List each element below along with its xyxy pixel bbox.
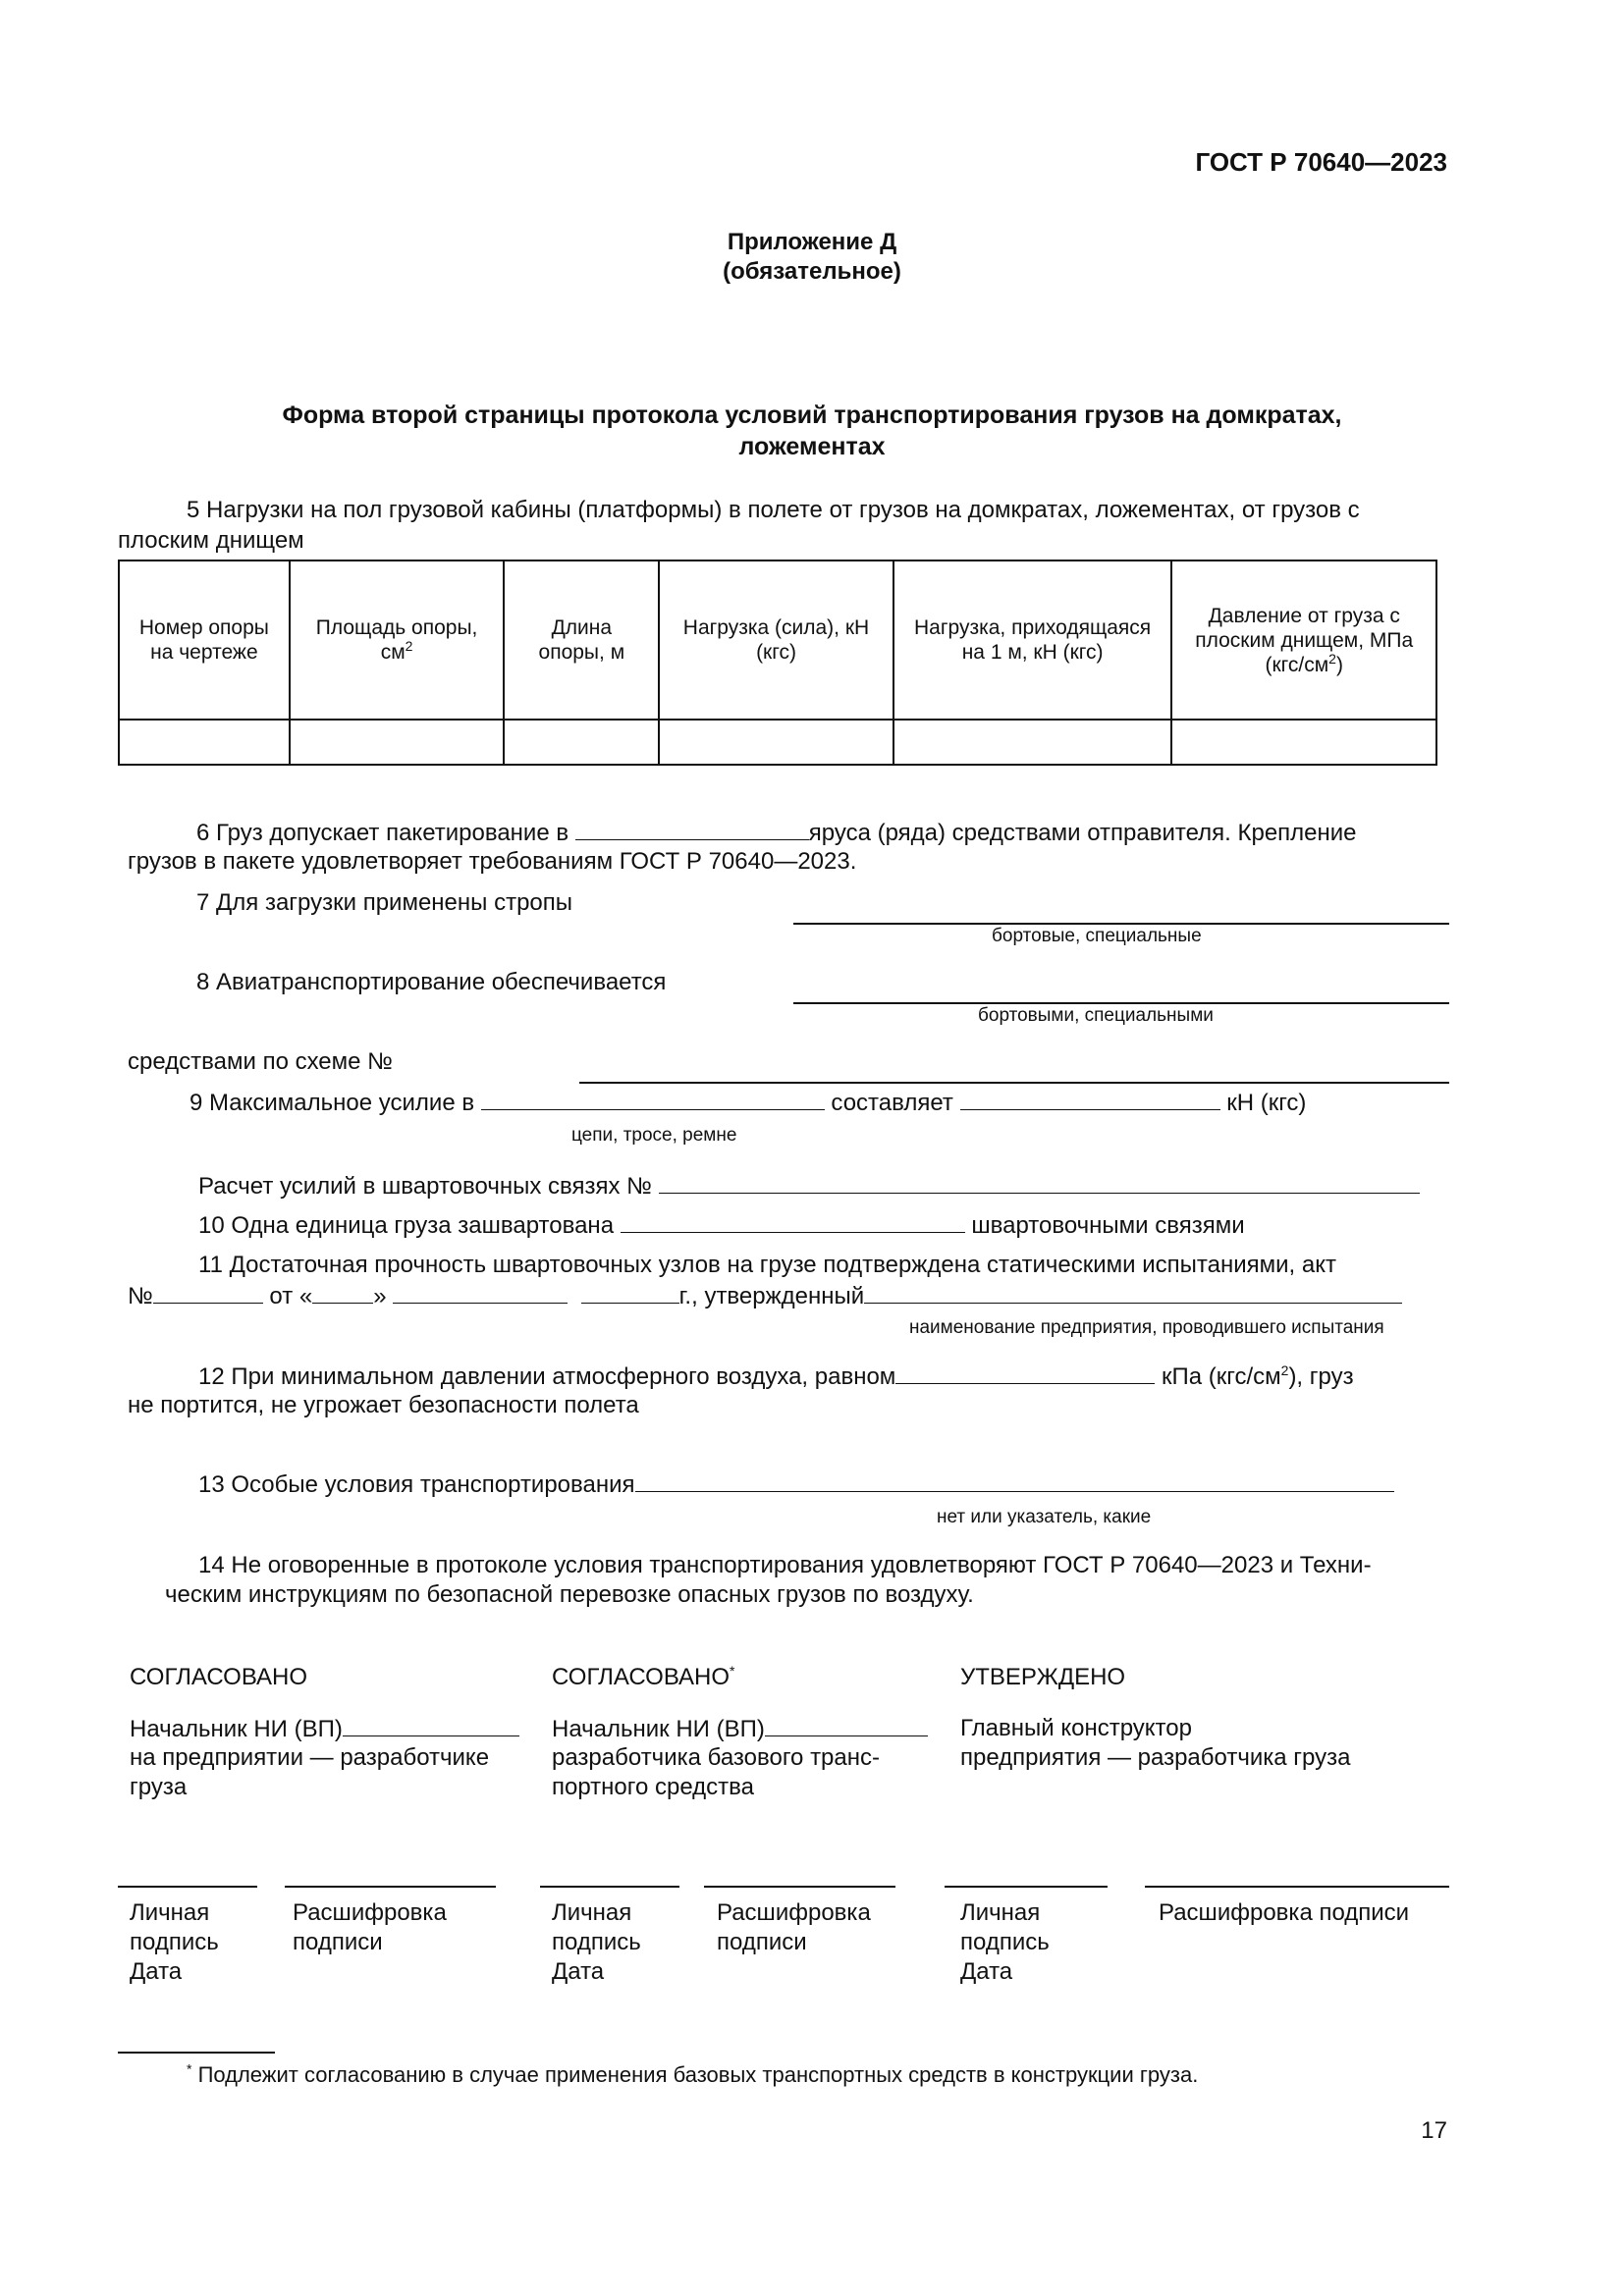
item6-line2: грузов в пакете удовлетворяет требованиям ГОСТ Р 70640—2023. [128,848,857,875]
sign-col3-line2: предприятия — разработчика груза [960,1744,1351,1771]
signature-line[interactable] [1145,1886,1449,1888]
personal-sign-label: Личная [960,1899,1041,1926]
item5-line1: 5 Нагрузки на пол грузовой кабины (платформы) в полете от грузов на домкратах, ложементах, от грузов с [187,497,1360,523]
column-header: Нагрузка (сила), кН (кгс) [659,561,893,720]
item8-line2: средствами по схеме № [128,1048,393,1075]
item13-line: 13 Особые условия транспортирования [198,1469,1394,1500]
lashings-count-field[interactable] [621,1210,965,1233]
column-header: Длина опоры, м [504,561,659,720]
item12-line1: 12 При минимальном давлении атмосферного воздуха, равном кПа $(кгс/см^2)$, груз [198,1362,1354,1390]
column-header: Давление от груза с плоским днищем, МПа $(кгс/см^2)$ [1171,561,1436,720]
sign-col3-line1: Главный конструктор [960,1715,1192,1741]
item9-line: 9 Максимальное усилие в составляет кН (кгс) [189,1090,1307,1116]
sign-col3-head: УТВЕРЖДЕНО [960,1664,1126,1690]
calc-number-field[interactable] [659,1171,1420,1194]
decode-label: Расшифровка подписи [1159,1899,1410,1926]
personal-sign-label: подпись [552,1929,641,1955]
decode-label: подписи [293,1929,383,1955]
loads-table [118,560,1437,766]
special-conditions-field[interactable] [635,1469,1394,1492]
page-number: 17 [1421,2117,1447,2144]
item7-text: 7 Для загрузки применены стропы [196,889,573,916]
sign-col2-field[interactable] [765,1714,928,1736]
date-label: Дата [552,1958,605,1985]
act-year-field[interactable] [581,1281,679,1304]
sign-col1-line1: Начальник НИ (ВП) [130,1714,519,1744]
sign-col2-line1: Начальник НИ (ВП) [552,1714,928,1744]
table-cell[interactable] [504,720,659,765]
item11-line1: 11 Достаточная прочность швартовочных узлов на грузе подтверждена статическими испытаниями, акт [198,1252,1336,1278]
signature-line[interactable] [285,1886,496,1888]
act-day-field[interactable] [312,1281,373,1304]
sign-col1-head: СОГЛАСОВАНО [130,1664,308,1690]
column-header: Площадь опоры, $см^2$ [290,561,505,720]
sign-col2-line2: разработчика базового транс- [552,1744,880,1771]
test-organization-field[interactable] [864,1281,1402,1304]
sign-col1-field[interactable] [343,1714,519,1736]
sign-col1-line3: груза [130,1774,188,1800]
min-pressure-field[interactable] [895,1362,1155,1384]
standard-number: ГОСТ Р 70640—2023 [1195,147,1447,177]
sign-col2-head: СОГЛАСОВАНО* [552,1663,735,1690]
item13-hint: нет или указатель, какие [937,1507,1152,1527]
item12-line2: не портится, не угрожает безопасности полета [128,1392,639,1418]
personal-sign-label: подпись [960,1929,1050,1955]
calc-line: Расчет усилий в швартовочных связях № [198,1171,1420,1201]
signature-line[interactable] [704,1886,895,1888]
column-header: Номер опоры на чертеже [119,561,290,720]
sign-col2-line3: портного средства [552,1774,754,1800]
table-cell[interactable] [290,720,505,765]
item8-hint: бортовыми, специальными [978,1005,1214,1026]
table-cell[interactable] [893,720,1172,765]
item11-line2: № от « » г., утвержденный [128,1281,1402,1311]
signature-line[interactable] [540,1886,679,1888]
item6-line1: 6 Груз допускает пакетирование в яруса (ряда) средствами отправителя. Крепление [196,820,1357,846]
signature-line[interactable] [945,1886,1108,1888]
decode-label: подписи [717,1929,807,1955]
tiers-field[interactable] [575,818,809,840]
scheme-number-field[interactable] [579,1082,1449,1084]
sign-col1-line2: на предприятии — разработчике [130,1744,490,1771]
table-cell[interactable] [119,720,290,765]
table-cell[interactable] [659,720,893,765]
decode-label: Расшифровка [293,1899,447,1926]
table-header-row [119,561,1436,720]
act-number-field[interactable] [153,1281,263,1304]
item10-line: 10 Одна единица груза зашвартована швартовочными связями [198,1212,1245,1239]
item7-hint: бортовые, специальные [992,926,1202,946]
act-month-field[interactable] [393,1281,568,1304]
slings-field[interactable] [793,923,1449,925]
personal-sign-label: Личная [130,1899,210,1926]
item14-line2: ческим инструкциям по безопасной перевозке опасных грузов по воздуху. [165,1581,974,1608]
footnote-divider [118,2052,275,2054]
item5-line2: плоским днищем [118,527,304,554]
date-label: Дата [960,1958,1013,1985]
max-force-value-field[interactable] [960,1088,1220,1110]
transport-means-field[interactable] [793,1002,1449,1004]
form-title-line1: Форма второй страницы протокола условий транспортирования грузов на домкратах, [282,401,1342,429]
item8-text: 8 Авиатранспортирование обеспечивается [196,969,667,995]
form-title-line2: ложементах [738,433,886,460]
footnote: * Подлежит согласованию в случае применения базовых транспортных средств в конструкции груза. [187,2060,1199,2087]
appendix-status: (обязательное) [723,258,901,285]
table-cell[interactable] [1171,720,1436,765]
signature-line[interactable] [118,1886,257,1888]
date-label: Дата [130,1958,183,1985]
personal-sign-label: Личная [552,1899,632,1926]
item11-hint: наименование предприятия, проводившего испытания [909,1317,1384,1338]
column-header: Нагрузка, приходящаяся на 1 м, кН (кгс) [893,561,1172,720]
item9-hint: цепи, тросе, ремне [571,1125,737,1146]
table-row [119,720,1436,765]
personal-sign-label: подпись [130,1929,219,1955]
max-force-element-field[interactable] [481,1088,825,1110]
decode-label: Расшифровка [717,1899,871,1926]
appendix-title: Приложение Д [727,229,897,255]
item14-line1: 14 Не оговоренные в протоколе условия транспортирования удовлетворяют ГОСТ Р 70640—2023 и Техни- [198,1552,1372,1578]
